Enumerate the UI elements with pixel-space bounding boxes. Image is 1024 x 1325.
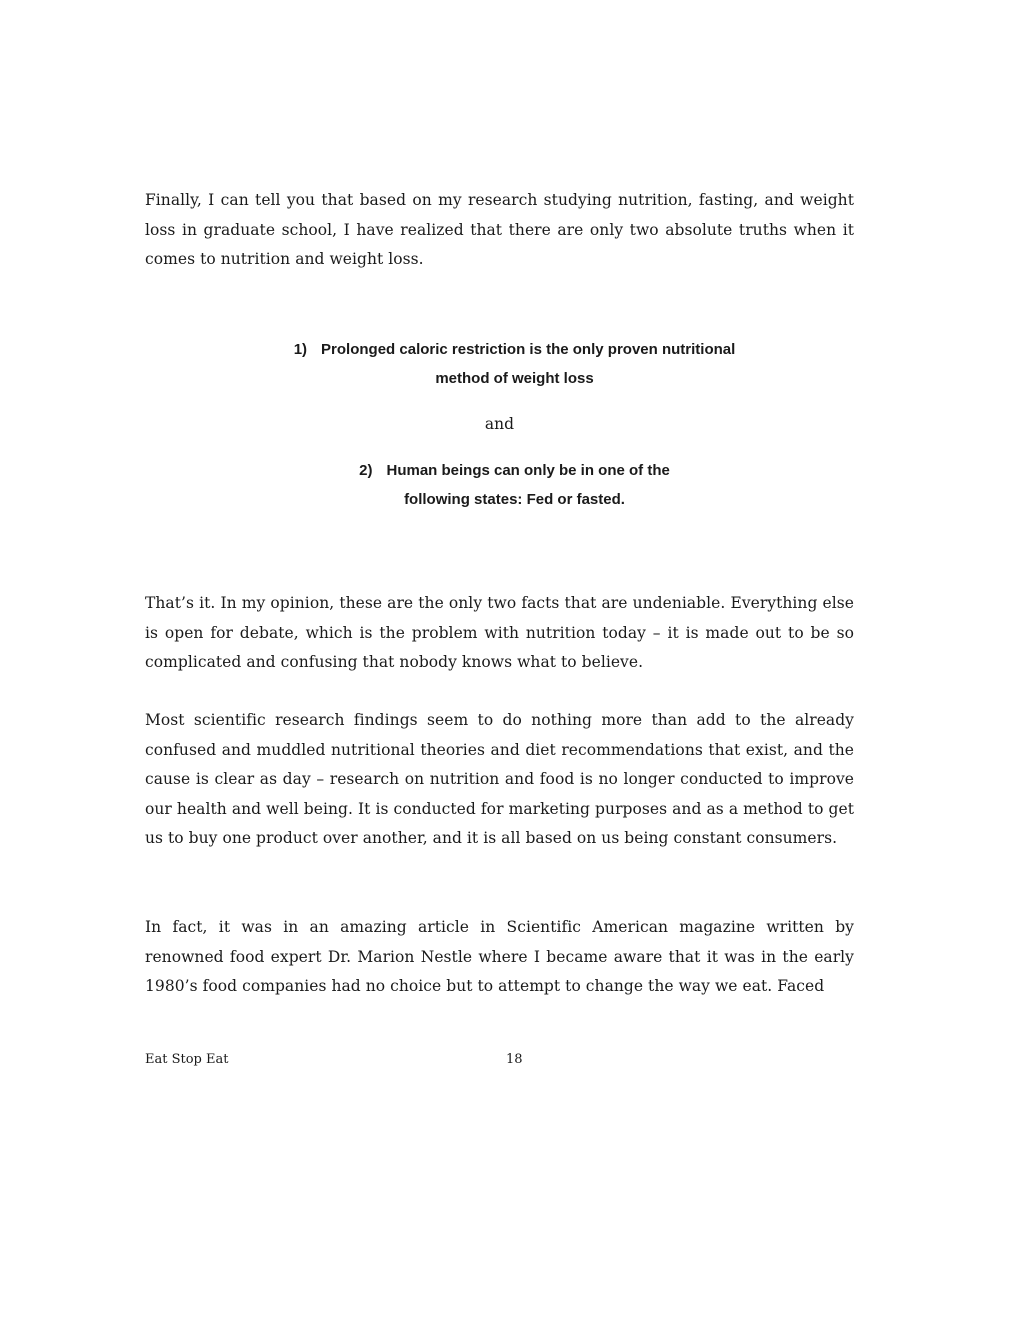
connector-text: and xyxy=(484,415,515,433)
truth-line-2: following states: Fed or fasted. xyxy=(404,491,625,508)
truth-number: 1) xyxy=(293,341,308,358)
truth-text: Prolonged caloric restriction is the only proven nutritional xyxy=(321,341,736,358)
truth-line-1 xyxy=(145,456,884,485)
paragraph-thats-it: That’s it. In my opinion, these are the only two facts that are undeniable. Everything else is open for debate, which is the problem with nutrition today – it is made out to be so complicated and confusing that nobody knows what to believe. xyxy=(145,594,854,671)
paragraph-intro: Finally, I can tell you that based on my research studying nutrition, fasting, and weight loss in graduate school, I have realized that there are only two absolute truths when it comes to nutrition and weight loss. xyxy=(145,191,854,268)
truth-item-2 xyxy=(145,456,884,514)
truth-line-1 xyxy=(145,335,884,364)
page-number: 18 xyxy=(506,1052,523,1067)
footer-title: Eat Stop Eat xyxy=(145,1052,229,1067)
paragraph-research: Most scientific research findings seem to do nothing more than add to the already confused and muddled nutritional theories and diet recommendations that exist, and the cause is clear as day – research on nutrition and food is no longer conducted to improve our health and well being. It is conducted for marketing purposes and as a method to get us to buy one product over another, and it is all based on us being constant consumers. xyxy=(145,711,854,847)
truth-line-2: method of weight loss xyxy=(435,370,594,387)
truth-number: 2) xyxy=(359,462,373,479)
paragraph-in-fact: In fact, it was in an amazing article in Scientific American magazine written by renowned food expert Dr. Marion Nestle where I became aware that it was in the early 1980’s food companies had no choice but to attempt to change the way we eat. Faced xyxy=(145,918,854,995)
truth-item-1 xyxy=(145,335,884,393)
truth-text: Human beings can only be in one of the xyxy=(386,462,670,479)
